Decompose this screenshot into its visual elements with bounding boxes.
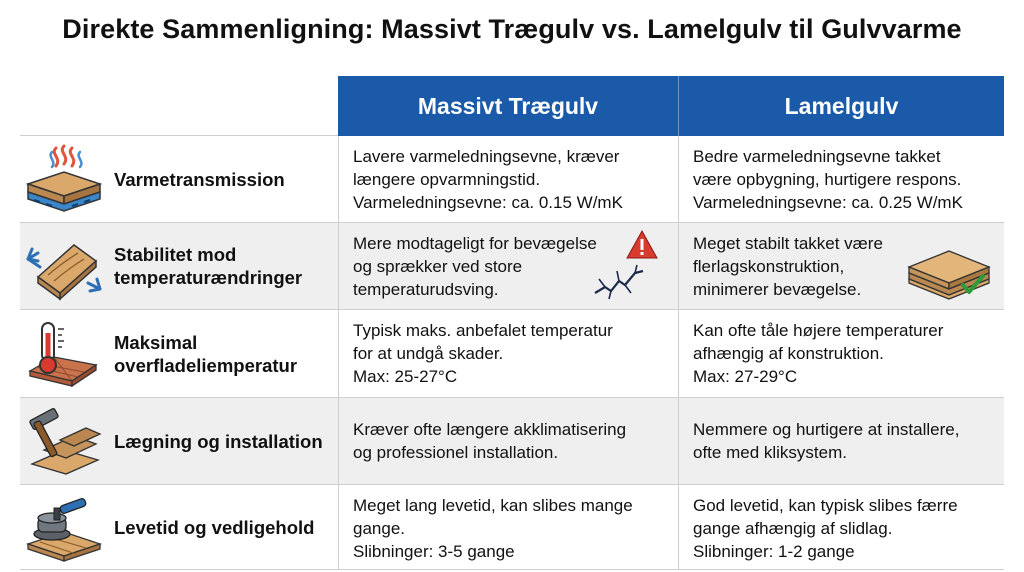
- row-label-line: Lægning og: [114, 430, 220, 452]
- row-label-line: vedligehold: [211, 516, 315, 538]
- row-label-line: Maksimal: [114, 331, 198, 353]
- cell-massiv-stabilitet: [338, 223, 678, 310]
- cell-massiv-maksimal: [338, 310, 678, 398]
- cell-text-line: for at undgå skader.: [353, 344, 504, 363]
- cell-text-line: Meget lang levetid, kan slibes mange: [353, 496, 633, 515]
- cell-massiv-varmetransmission: [338, 136, 678, 223]
- cell-text-line: Max: 27-29°C: [693, 367, 798, 386]
- cell-text-line: Max: 25-27°C: [353, 367, 458, 386]
- row-label-varmetransmission: [20, 136, 338, 223]
- cell-text-line: Bedre varmeledningsevne takket: [693, 147, 941, 166]
- cell-text-line: Varmeledningsevne: ca. 0.25 W/mK: [693, 193, 963, 212]
- row-label-laegning: [20, 398, 338, 485]
- cell-text-line: og sprækker ved store: [353, 257, 523, 276]
- row-label-line: temperaturændringer: [114, 267, 303, 288]
- row-label-maksimal: [20, 310, 338, 398]
- cell-text-line: Lavere varmeledningsevne, kræver: [353, 147, 620, 166]
- thermometer-icon: [24, 319, 104, 389]
- cell-text-line: Mere modtageligt for bevægelse: [353, 234, 597, 253]
- table-corner: [20, 76, 338, 136]
- cell-text-line: og professionel installation.: [353, 443, 559, 462]
- cell-text-line: Kræver ofte længere akklimatisering: [353, 420, 627, 439]
- cell-text-line: gange afhængig af slidlag.: [693, 519, 893, 538]
- cell-text-line: Varmeledningsevne: ca. 0.15 W/mK: [353, 193, 623, 212]
- row-label-line: overfladeliemperatur: [114, 354, 298, 376]
- crack-icon: [591, 263, 647, 303]
- comparison-table: [20, 76, 1004, 570]
- row-label-line: Stabilitet mod: [114, 244, 237, 265]
- cell-lamel-maksimal: [678, 310, 1004, 398]
- expanding-plank-icon: [24, 231, 104, 301]
- cell-lamel-varmetransmission: [678, 136, 1004, 223]
- row-label-stabilitet: [20, 223, 338, 310]
- column-header-lamel: Lamelgulv: [678, 76, 1004, 136]
- cell-text-line: Meget stabilt takket være: [693, 234, 883, 253]
- cell-text-line: minimerer bevægelse.: [693, 280, 862, 299]
- cell-text-line: temperaturudsving.: [353, 280, 499, 299]
- cell-text-line: Typisk maks. anbefalet temperatur: [353, 321, 613, 340]
- layered-planks-icon: [905, 241, 997, 301]
- cell-text-line: ofte med kliksystem.: [693, 443, 847, 462]
- cell-massiv-levetid: [338, 485, 678, 570]
- cell-text-line: flerlagskonstruktion,: [693, 257, 845, 276]
- cell-text-line: Slibninger: 3-5 gange: [353, 542, 515, 561]
- cell-lamel-levetid: [678, 485, 1004, 570]
- cell-text-line: gange.: [353, 519, 405, 538]
- row-label-line: Levetid og: [114, 516, 207, 538]
- row-label-levetid: [20, 485, 338, 570]
- cell-text-line: Slibninger: 1-2 gange: [693, 542, 855, 561]
- cell-text-line: Kan ofte tåle højere temperaturer: [693, 321, 944, 340]
- cell-lamel-laegning: [678, 398, 1004, 485]
- row-label-line: installation: [224, 430, 323, 452]
- cell-lamel-stabilitet: [678, 223, 1004, 310]
- floor-sander-icon: [24, 492, 104, 562]
- cell-text-line: afhængig af konstruktion.: [693, 344, 884, 363]
- page-title: Direkte Sammenligning: Massivt Trægulv vs. Lamelgulv til Gulvvarme: [62, 14, 962, 44]
- cell-text-line: Nemmere og hurtigere at installere,: [693, 420, 960, 439]
- cell-text-line: være opbygning, hurtigere respons.: [693, 170, 962, 189]
- warning-icon: [625, 229, 659, 261]
- column-header-massiv: Massivt Trægulv: [338, 76, 678, 136]
- cell-text-line: God levetid, kan typisk slibes færre: [693, 496, 958, 515]
- cell-massiv-laegning: [338, 398, 678, 485]
- hammer-planks-icon: [24, 406, 104, 476]
- heat-floor-icon: [24, 144, 104, 214]
- row-label-line: Varmetransmission: [114, 168, 285, 190]
- cell-text-line: længere opvarmningstid.: [353, 170, 541, 189]
